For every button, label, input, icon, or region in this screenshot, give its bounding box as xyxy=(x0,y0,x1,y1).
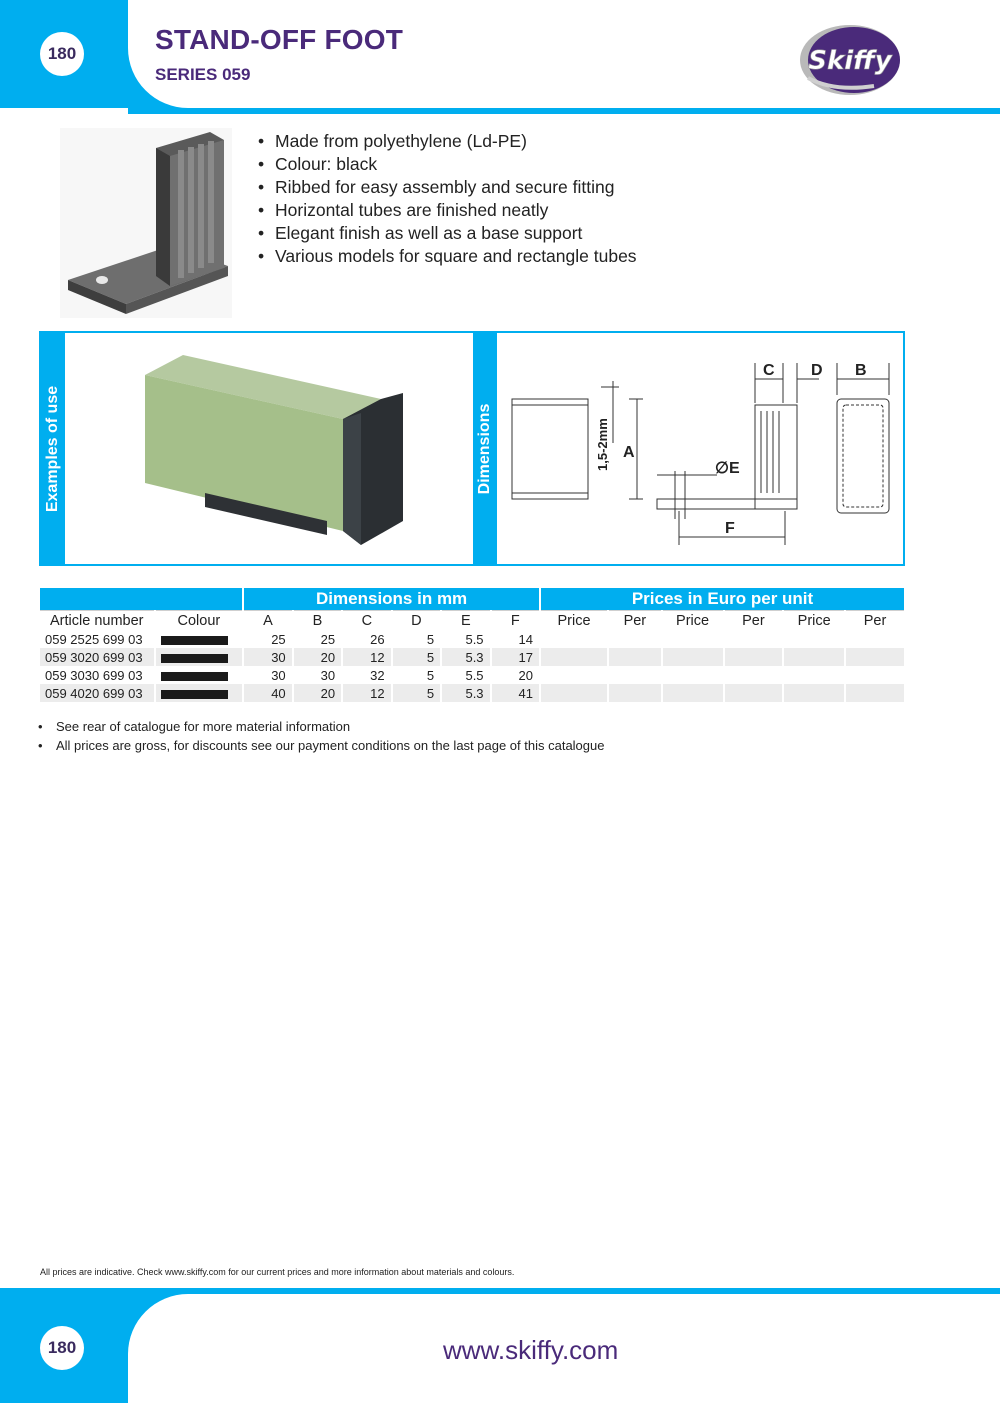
feature-item: • Horizontal tubes are finished neatly xyxy=(258,199,637,222)
price-cell xyxy=(663,666,723,684)
col-article-number: Article number xyxy=(40,610,154,630)
col-e: E xyxy=(442,610,489,630)
per-cell xyxy=(609,648,661,666)
feature-item: • Various models for square and rectangle tubes xyxy=(258,245,637,268)
per-cell xyxy=(846,648,904,666)
col-price-3: Price xyxy=(784,610,844,630)
black-swatch xyxy=(161,654,228,663)
value-e: 5.3 xyxy=(442,648,489,666)
col-c: C xyxy=(343,610,390,630)
feature-item: • Ribbed for easy assembly and secure fitting xyxy=(258,176,637,199)
value-b: 30 xyxy=(320,667,336,683)
price-cell xyxy=(784,666,844,684)
dim-label-wall: 1,5-2mm xyxy=(595,418,610,471)
footer-page-number-badge: 180 xyxy=(40,1326,84,1370)
per-cell xyxy=(725,630,783,648)
col-price-1: Price xyxy=(541,610,607,630)
value-f: 17 xyxy=(492,648,539,666)
value-a: 25 xyxy=(271,631,286,647)
price-cell xyxy=(541,684,607,702)
website-link[interactable]: www.skiffy.com xyxy=(443,1335,619,1365)
value-b: 20 xyxy=(294,684,341,702)
examples-dimensions-panel xyxy=(39,331,905,566)
value-d: 5 xyxy=(393,684,440,702)
page-title: STAND-OFF FOOT xyxy=(155,24,404,55)
col-a: A xyxy=(244,610,291,630)
col-f: F xyxy=(492,610,539,630)
logo-text: Skiffy xyxy=(808,46,892,76)
per-cell xyxy=(725,684,783,702)
table-group-header xyxy=(40,588,904,610)
value-d: 5 xyxy=(426,667,435,683)
value-b: 20 xyxy=(294,648,341,666)
black-swatch xyxy=(161,690,228,699)
group-header-prices: Prices in Euro per unit xyxy=(541,588,904,610)
colour-swatch xyxy=(156,684,243,702)
notes-list xyxy=(38,717,604,755)
value-e: 5.5 xyxy=(465,631,484,647)
price-cell xyxy=(663,684,723,702)
dim-label-c: C xyxy=(763,362,775,379)
note-item: • See rear of catalogue for more material information xyxy=(38,717,604,736)
group-header-dimensions: Dimensions in mm xyxy=(244,588,539,610)
value-c: 12 xyxy=(343,684,390,702)
article-number: 059 4020 699 03 xyxy=(40,684,154,702)
example-image xyxy=(65,333,473,564)
skiffy-logo xyxy=(794,20,910,100)
group-header-blank xyxy=(40,588,242,610)
dim-label-b: B xyxy=(855,362,867,379)
price-disclaimer: All prices are indicative. Check www.skiffy.com for our current prices and more information about materials and colours. xyxy=(40,1267,515,1277)
per-cell xyxy=(846,666,904,684)
value-f: 20 xyxy=(518,667,534,683)
price-cell xyxy=(663,648,723,666)
per-cell xyxy=(725,666,783,684)
value-c: 12 xyxy=(343,648,390,666)
value-e: 5.3 xyxy=(442,684,489,702)
col-price-2: Price xyxy=(663,610,723,630)
price-cell xyxy=(784,648,844,666)
value-d: 5 xyxy=(393,648,440,666)
price-cell xyxy=(541,648,607,666)
colour-swatch xyxy=(156,648,243,666)
price-cell xyxy=(784,684,844,702)
col-d: D xyxy=(393,610,440,630)
black-swatch xyxy=(161,636,228,645)
col-colour: Colour xyxy=(156,610,243,630)
colour-swatch xyxy=(156,630,243,648)
per-cell xyxy=(846,684,904,702)
price-cell xyxy=(784,630,844,648)
feature-list xyxy=(258,130,637,268)
black-swatch xyxy=(161,672,228,681)
dimensions-tab xyxy=(473,333,497,564)
dim-label-a: A xyxy=(623,444,635,461)
per-cell xyxy=(846,630,904,648)
price-cell xyxy=(663,630,723,648)
table-row xyxy=(40,684,904,702)
col-b: B xyxy=(294,610,341,630)
header-rule xyxy=(128,108,1000,114)
product-photo xyxy=(60,128,232,318)
table-row xyxy=(40,666,904,684)
article-number: 059 3030 699 03 xyxy=(45,667,143,683)
table-row xyxy=(40,648,904,666)
examples-tab xyxy=(41,333,65,564)
dim-label-f: F xyxy=(725,520,735,537)
per-cell xyxy=(609,684,661,702)
col-per-2: Per xyxy=(725,610,783,630)
table-column-header xyxy=(40,610,904,630)
dimension-drawing xyxy=(497,333,903,564)
value-f: 14 xyxy=(518,631,534,647)
article-number: 059 2525 699 03 xyxy=(45,631,143,647)
dim-label-e: ∅E xyxy=(715,460,740,477)
page-number-badge: 180 xyxy=(40,32,84,76)
series-subtitle: SERIES 059 xyxy=(155,65,251,84)
col-per-3: Per xyxy=(846,610,904,630)
note-item: • All prices are gross, for discounts see our payment conditions on the last page of this catalogue xyxy=(38,736,604,755)
value-c: 26 xyxy=(370,631,385,647)
feature-item: • Colour: black xyxy=(258,153,637,176)
per-cell xyxy=(609,666,661,684)
value-a: 30 xyxy=(244,648,291,666)
value-a: 30 xyxy=(271,667,286,683)
value-e: 5.5 xyxy=(465,667,484,683)
price-cell xyxy=(541,630,607,648)
per-cell xyxy=(609,630,661,648)
value-a: 40 xyxy=(244,684,291,702)
article-number: 059 3020 699 03 xyxy=(40,648,154,666)
value-b: 25 xyxy=(320,631,336,647)
colour-swatch xyxy=(156,666,243,684)
per-cell xyxy=(725,648,783,666)
feature-item: • Made from polyethylene (Ld-PE) xyxy=(258,130,637,153)
col-per-1: Per xyxy=(609,610,661,630)
value-c: 32 xyxy=(370,667,385,683)
examples-label: Examples of use xyxy=(44,385,61,512)
value-d: 5 xyxy=(426,631,435,647)
article-table xyxy=(38,588,906,702)
dim-label-d: D xyxy=(811,362,823,379)
table-row xyxy=(40,630,904,648)
feature-item: • Elegant finish as well as a base support xyxy=(258,222,637,245)
value-f: 41 xyxy=(492,684,539,702)
price-cell xyxy=(541,666,607,684)
dimensions-label: Dimensions xyxy=(476,403,493,494)
